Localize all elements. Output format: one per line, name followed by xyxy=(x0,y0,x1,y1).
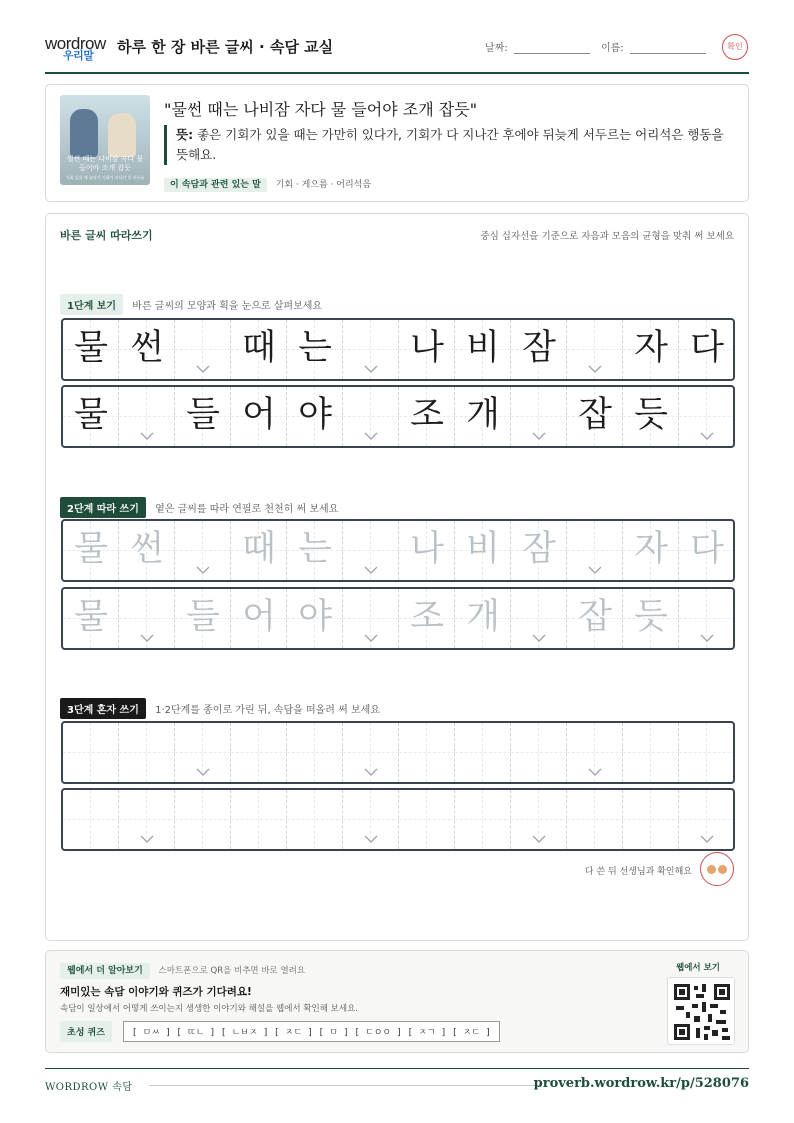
step-3-hint: 1·2단계를 종이로 가린 뒤, 속담을 떠올려 써 보세요 xyxy=(155,705,380,716)
grid-cell[interactable] xyxy=(343,521,399,580)
grid-cell[interactable] xyxy=(231,790,287,849)
logo-main-text: wordrow xyxy=(45,34,106,53)
grid-cell[interactable] xyxy=(511,521,567,580)
grid-cell[interactable] xyxy=(231,521,287,580)
grid-cell[interactable] xyxy=(287,589,343,648)
model-character: 때 xyxy=(242,328,276,368)
space-mark-icon xyxy=(140,634,154,642)
grid-cell xyxy=(623,387,679,446)
name-field[interactable] xyxy=(601,39,706,54)
grid-cell[interactable] xyxy=(343,790,399,849)
qr-code-graphic xyxy=(674,984,730,1040)
grid-cell[interactable] xyxy=(287,790,343,849)
trace-character: 비 xyxy=(466,529,500,569)
grid-cell xyxy=(399,387,455,446)
grid-cell[interactable] xyxy=(567,589,623,648)
illustration-figure-left xyxy=(70,109,98,157)
grid-cell[interactable] xyxy=(63,521,119,580)
grid-cell[interactable] xyxy=(567,790,623,849)
page-header xyxy=(45,30,749,74)
step-1-line-2 xyxy=(61,385,735,448)
grid-cell xyxy=(231,387,287,446)
model-character: 는 xyxy=(298,328,332,368)
related-label: 이 속담과 관련 있는 말 xyxy=(164,178,267,192)
proverb-meaning xyxy=(164,125,734,165)
space-mark-icon xyxy=(364,835,378,843)
step-2-line-2[interactable] xyxy=(61,587,735,650)
grid-cell[interactable] xyxy=(175,790,231,849)
grid-cell[interactable] xyxy=(679,723,735,782)
step-2-header xyxy=(60,497,338,518)
grid-cell[interactable] xyxy=(231,723,287,782)
trace-character: 물 xyxy=(74,529,108,569)
name-label: 이름: xyxy=(601,43,624,54)
space-mark-icon xyxy=(364,365,378,373)
grid-cell xyxy=(567,387,623,446)
grid-cell[interactable] xyxy=(623,723,679,782)
grid-cell[interactable] xyxy=(343,589,399,648)
grid-cell[interactable] xyxy=(679,521,735,580)
proverb-illustration xyxy=(60,95,150,185)
date-line[interactable] xyxy=(514,42,590,54)
grid-cell[interactable] xyxy=(511,589,567,648)
related-words-list: 기회 · 게으름 · 어리석음 xyxy=(275,180,372,190)
model-character: 개 xyxy=(466,395,500,435)
space-mark-icon xyxy=(140,835,154,843)
model-character: 물 xyxy=(74,328,108,368)
grid-cell[interactable] xyxy=(623,790,679,849)
step-1-badge: 1단계 보기 xyxy=(60,294,123,315)
grid-cell[interactable] xyxy=(119,589,175,648)
check-stamp xyxy=(722,34,748,60)
web-promo-heading: 재미있는 속담 이야기와 퀴즈가 기다려요! xyxy=(60,986,252,998)
related-words xyxy=(164,177,371,190)
grid-cell[interactable] xyxy=(287,723,343,782)
step-2-line-1[interactable] xyxy=(61,519,735,582)
space-mark-icon xyxy=(700,634,714,642)
footer-brand: WORDROW 속담 xyxy=(45,1082,133,1093)
date-label: 날짜: xyxy=(485,43,508,54)
grid-cell[interactable] xyxy=(63,790,119,849)
trace-character: 잠 xyxy=(522,529,556,569)
grid-cell xyxy=(623,320,679,379)
grid-cell[interactable] xyxy=(119,521,175,580)
model-character: 어 xyxy=(242,395,276,435)
wordrow-logo[interactable] xyxy=(45,34,106,62)
grid-cell xyxy=(287,387,343,446)
grid-cell xyxy=(175,320,231,379)
trace-character: 어 xyxy=(242,597,276,637)
trace-character: 썬 xyxy=(130,529,164,569)
space-mark-icon xyxy=(364,432,378,440)
model-character: 비 xyxy=(466,328,500,368)
space-mark-icon xyxy=(700,432,714,440)
grid-cell[interactable] xyxy=(679,589,735,648)
step-2-badge: 2단계 따라 쓰기 xyxy=(60,497,146,518)
grid-cell[interactable] xyxy=(63,589,119,648)
grid-cell[interactable] xyxy=(511,723,567,782)
grid-cell[interactable] xyxy=(399,790,455,849)
grid-cell xyxy=(175,387,231,446)
grid-cell[interactable] xyxy=(343,723,399,782)
space-mark-icon xyxy=(700,835,714,843)
space-mark-icon xyxy=(196,365,210,373)
model-character: 썬 xyxy=(130,328,164,368)
trace-character: 물 xyxy=(74,597,108,637)
model-character: 자 xyxy=(634,328,668,368)
footer-divider xyxy=(149,1085,539,1086)
illustration-subcaption: 기회 있을 때 놀다가 기회가 지나간 후 서두름 xyxy=(65,175,145,180)
grid-cell xyxy=(287,320,343,379)
space-mark-icon xyxy=(532,634,546,642)
practice-section-title: 바른 글씨 따라쓰기 xyxy=(60,229,153,242)
space-mark-icon xyxy=(140,432,154,440)
trace-character: 야 xyxy=(298,597,332,637)
grid-cell xyxy=(63,387,119,446)
qr-code-icon[interactable] xyxy=(667,977,735,1045)
step-3-line-2[interactable] xyxy=(61,788,735,851)
grid-cell[interactable] xyxy=(119,723,175,782)
stamp-text: 확인 xyxy=(727,42,743,51)
illustration-caption: 썰썬 때는 나비잠 자다 물 들어야 조개 잡듯 xyxy=(66,155,144,172)
grid-cell[interactable] xyxy=(231,589,287,648)
space-mark-icon xyxy=(196,566,210,574)
grid-cell[interactable] xyxy=(399,521,455,580)
grid-cell xyxy=(511,320,567,379)
grid-cell[interactable] xyxy=(567,723,623,782)
space-mark-icon xyxy=(364,634,378,642)
grid-cell[interactable] xyxy=(511,790,567,849)
space-mark-icon xyxy=(532,432,546,440)
space-mark-icon xyxy=(588,365,602,373)
grid-cell[interactable] xyxy=(119,790,175,849)
qr-label: 웹에서 보기 xyxy=(675,963,720,973)
grid-cell[interactable] xyxy=(455,723,511,782)
grid-cell[interactable] xyxy=(623,589,679,648)
step-1-hint: 바른 글씨의 모양과 획을 눈으로 살펴보세요 xyxy=(132,301,323,312)
model-character: 물 xyxy=(74,395,108,435)
trace-character: 때 xyxy=(242,529,276,569)
step-2-hint: 옅은 글씨를 따라 연필로 천천히 써 보세요 xyxy=(155,504,339,515)
model-character: 다 xyxy=(690,328,724,368)
web-promo-description: 속담이 일상에서 어떻게 쓰이는지 생생한 이야기와 해설을 웹에서 확인해 보세요. xyxy=(60,1004,358,1014)
space-mark-icon xyxy=(588,566,602,574)
model-character: 들 xyxy=(186,395,220,435)
step-3-line-1[interactable] xyxy=(61,721,735,784)
grid-cell xyxy=(119,320,175,379)
proverb-card xyxy=(45,84,749,202)
grid-cell xyxy=(231,320,287,379)
grid-cell[interactable] xyxy=(455,521,511,580)
web-promo-tag-hint: 스마트폰으로 QR을 비추면 바로 열려요 xyxy=(158,966,306,976)
web-promo-card xyxy=(45,950,749,1053)
grid-cell xyxy=(455,320,511,379)
trace-character: 자 xyxy=(634,529,668,569)
step-3-badge: 3단계 혼자 쓰기 xyxy=(60,698,146,719)
space-mark-icon xyxy=(196,768,210,776)
teacher-check-note: 다 쓴 뒤 선생님과 확인해요 xyxy=(584,867,692,877)
page-title: 하루 한 장 바른 글씨 · 속담 교실 xyxy=(117,38,334,56)
trace-character: 조 xyxy=(410,597,444,637)
trace-character: 잡 xyxy=(578,597,612,637)
meaning-text: 좋은 기회가 있을 때는 가만히 있다가, 기회가 다 지나간 후에야 뒤늦게 서두르는 어리석은 행동을 뜻해요. xyxy=(176,127,724,162)
trace-character: 들 xyxy=(186,597,220,637)
date-field[interactable] xyxy=(485,39,590,54)
grid-cell[interactable] xyxy=(175,521,231,580)
model-character: 조 xyxy=(410,395,444,435)
web-promo-tag: 웹에서 더 알아보기 xyxy=(60,963,150,979)
model-character: 나 xyxy=(410,328,444,368)
model-character: 잠 xyxy=(522,328,556,368)
model-character: 듯 xyxy=(634,395,668,435)
space-mark-icon xyxy=(588,768,602,776)
model-character: 야 xyxy=(298,395,332,435)
grid-cell xyxy=(567,320,623,379)
step-1-line-1 xyxy=(61,318,735,381)
grid-cell xyxy=(679,320,735,379)
teacher-stamp-icon xyxy=(700,852,734,886)
step-3-header xyxy=(60,698,380,719)
quiz-label: 초성 퀴즈 xyxy=(60,1021,112,1042)
trace-character: 개 xyxy=(466,597,500,637)
illustration-figure-right xyxy=(108,113,136,157)
name-line[interactable] xyxy=(630,42,706,54)
grid-cell[interactable] xyxy=(63,723,119,782)
trace-character: 듯 xyxy=(634,597,668,637)
grid-cell[interactable] xyxy=(399,723,455,782)
practice-section-hint: 중심 십자선을 기준으로 자음과 모음의 균형을 맞춰 써 보세요 xyxy=(480,231,734,242)
grid-cell[interactable] xyxy=(567,521,623,580)
grid-cell xyxy=(63,320,119,379)
space-mark-icon xyxy=(364,768,378,776)
grid-cell xyxy=(455,387,511,446)
grid-cell xyxy=(511,387,567,446)
grid-cell xyxy=(399,320,455,379)
grid-cell[interactable] xyxy=(399,589,455,648)
grid-cell xyxy=(119,387,175,446)
grid-cell[interactable] xyxy=(679,790,735,849)
trace-character: 나 xyxy=(410,529,444,569)
grid-cell[interactable] xyxy=(175,589,231,648)
grid-cell xyxy=(679,387,735,446)
space-mark-icon xyxy=(532,835,546,843)
grid-cell[interactable] xyxy=(287,521,343,580)
practice-section xyxy=(45,213,749,941)
web-promo-tag-row xyxy=(60,963,305,976)
footer-url[interactable]: proverb.wordrow.kr/p/528076 xyxy=(533,1076,749,1091)
grid-cell xyxy=(343,387,399,446)
model-character: 잡 xyxy=(578,395,612,435)
grid-cell[interactable] xyxy=(455,589,511,648)
initial-quiz xyxy=(60,1021,500,1042)
trace-character: 다 xyxy=(690,529,724,569)
stamp-face-left xyxy=(707,865,716,874)
quiz-value: [ ㅁㅆ ] [ ㄸㄴ ] [ ㄴㅂㅈ ] [ ㅈㄷ ] [ ㅁ ] [ ㄷㅇㅇ ] [ ㅈㄱ ] [ ㅈㄷ ] xyxy=(123,1021,500,1042)
proverb-title: "물썬 때는 나비잠 자다 물 들어야 조개 잡듯" xyxy=(164,100,478,119)
step-1-header xyxy=(60,294,322,315)
page-footer xyxy=(45,1068,749,1098)
space-mark-icon xyxy=(364,566,378,574)
grid-cell[interactable] xyxy=(455,790,511,849)
meaning-label: 뜻: xyxy=(176,127,194,142)
trace-character: 는 xyxy=(298,529,332,569)
grid-cell[interactable] xyxy=(175,723,231,782)
grid-cell xyxy=(343,320,399,379)
stamp-face-right xyxy=(718,865,727,874)
grid-cell[interactable] xyxy=(623,521,679,580)
logo-sub-text: 우리말 xyxy=(63,50,94,62)
